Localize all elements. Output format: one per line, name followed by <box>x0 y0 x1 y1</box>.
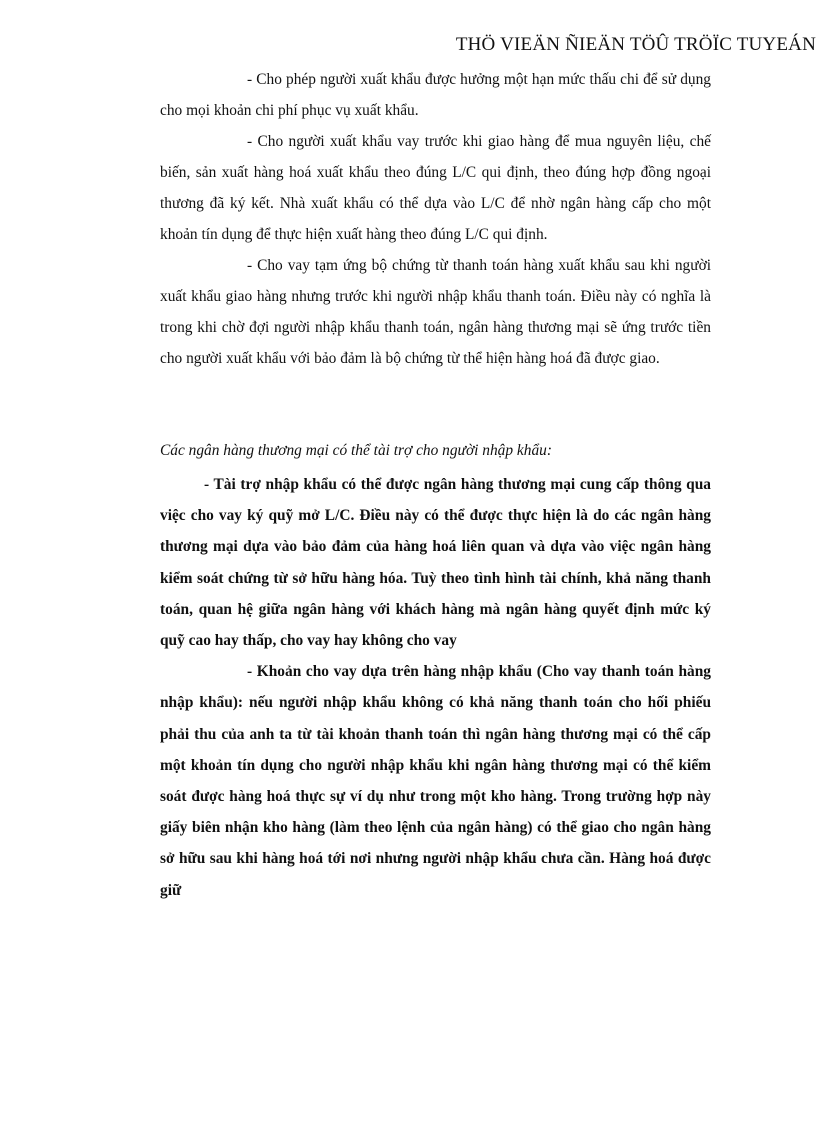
section-heading-importer-financing: Các ngân hàng thương mại có thể tài trợ cho người nhập khẩu: <box>160 442 552 459</box>
paragraph-import-loan: - Khoản cho vay dựa trên hàng nhập khẩu (Cho vay thanh toán hàng nhập khẩu): nếu người nhập khẩu không có khả năng thanh toán cho hối phiếu phải thu của anh ta từ tài khoản thanh toán thì ngân hàng thương mại có thể cấp một khoản tín dụng cho người nhập khẩu khi ngân hàng thương mại có thể kiểm soát được hàng hoá thực sự ví dụ như trong một kho hàng. Trong trường hợp này giấy biên nhận kho hàng (làm theo lệnh của ngân hàng) có thể giao cho ngân hàng sở hữu sau khi hàng hoá tới nơi nhưng người nhập khẩu chưa cần. Hàng hoá được giữ <box>160 663 711 899</box>
paragraph-overdraft: - Cho phép người xuất khẩu được hưởng một hạn mức thấu chi để sử dụng cho mọi khoản chi phí phục vụ xuất khẩu. <box>160 71 711 119</box>
paragraph-advance-payment: - Cho vay tạm ứng bộ chứng từ thanh toán hàng xuất khẩu sau khi người xuất khẩu giao hàng nhưng trước khi người nhập khẩu thanh toán. Điều này có nghĩa là trong khi chờ đợi người nhập khẩu thanh toán, ngân hàng thương mại sẽ ứng trước tiền cho người xuất khẩu với bảo đảm là bộ chứng từ thể hiện hàng hoá đã được giao. <box>160 257 711 367</box>
page-header: THÖ VIEÄN ÑIEÄN TÖÛ TRÖÏC TUYEÁN <box>455 34 816 55</box>
paragraph-import-financing: - Tài trợ nhập khẩu có thể được ngân hàng thương mại cung cấp thông qua việc cho vay ký quỹ mở L/C. Điều này có thể được thực hiện là do các ngân hàng thương mại dựa vào bảo đảm của hàng hoá liên quan và dựa vào việc ngân hàng kiểm soát chứng từ sở hữu hàng hóa. Tuỳ theo tình hình tài chính, khả năng thanh toán, quan hệ giữa ngân hàng với khách hàng mà ngân hàng quyết định mức ký quỹ cao hay thấp, cho vay hay không cho vay <box>160 476 711 650</box>
document-body <box>160 64 711 906</box>
paragraph-pre-shipment-loan: - Cho người xuất khẩu vay trước khi giao hàng để mua nguyên liệu, chế biến, sản xuất hàng hoá xuất khẩu theo đúng L/C qui định, theo đúng hợp đồng ngoại thương đã ký kết. Nhà xuất khẩu có thể dựa vào L/C để nhờ ngân hàng cấp cho một khoản tín dụng để thực hiện xuất hàng theo đúng L/C qui định. <box>160 133 711 243</box>
